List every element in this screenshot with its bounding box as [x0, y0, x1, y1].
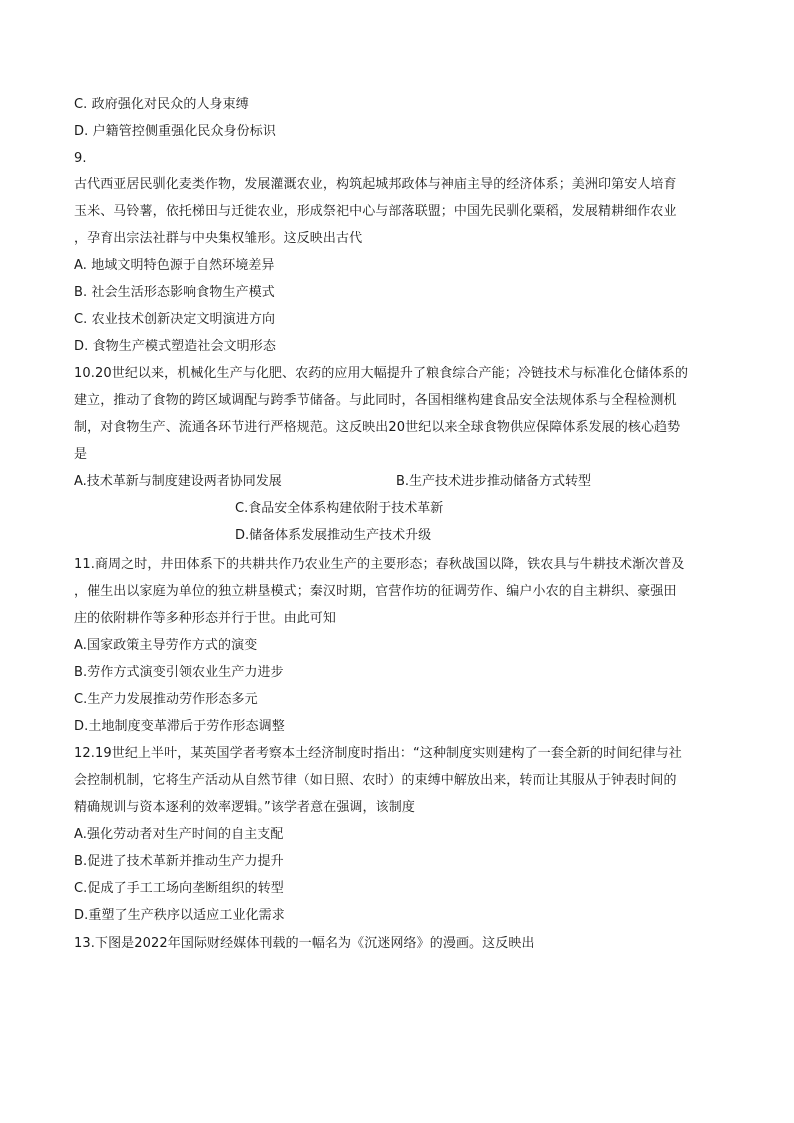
q9-number: 9. [74, 151, 87, 166]
q10-option-a: A.技术革新与制度建设两者协同发展 [74, 474, 282, 489]
q10-stem-line-4: 是 [74, 447, 88, 462]
q10-stem-line-2: 建立，推动了食物的跨区域调配与跨季节储备。与此同时，各国相继构建食品安全法规体系与全程检测机 [74, 393, 677, 408]
q9-option-c: C. 农业技术创新决定文明演进方向 [74, 312, 276, 327]
q11-option-a: A.国家政策主导劳作方式的演变 [74, 638, 258, 653]
q12-stem-line-1: 12.19世纪上半叶，某英国学者考察本土经济制度时指出：“这种制度实则建构了一套全新的时间纪律与社 [74, 746, 682, 761]
q10-option-c: C.食品安全体系构建依附于技术革新 [235, 501, 444, 516]
q9-stem-line-1: 古代西亚居民驯化麦类作物，发展灌溉农业，构筑起城邦政体与神庙主导的经济体系；美洲印第安人培育 [74, 177, 677, 192]
q12-option-c: C.促成了手工工场向垄断组织的转型 [74, 881, 284, 896]
q11-option-b: B.劳作方式演变引领农业生产力进步 [74, 665, 284, 680]
q9-stem-line-2: 玉米、马铃薯，依托梯田与迁徙农业，形成祭祀中心与部落联盟；中国先民驯化粟稻，发展精耕细作农业 [74, 204, 677, 219]
q9-option-a: A. 地域文明特色源于自然环境差异 [74, 258, 275, 273]
q11-option-d: D.土地制度变革滞后于劳作形态调整 [74, 719, 285, 734]
q12-option-d: D.重塑了生产秩序以适应工业化需求 [74, 908, 285, 923]
q10-stem-line-1: 10.20世纪以来，机械化生产与化肥、农药的应用大幅提升了粮食综合产能；冷链技术与标准化仓储体系的 [74, 366, 689, 381]
q10-option-d: D.储备体系发展推动生产技术升级 [235, 528, 432, 543]
q9-option-d: D. 食物生产模式塑造社会文明形态 [74, 339, 276, 354]
q12-option-b: B.促进了技术革新并推动生产力提升 [74, 854, 284, 869]
q10-option-b: B.生产技术进步推动储备方式转型 [396, 474, 592, 489]
q12-option-a: A.强化劳动者对生产时间的自主支配 [74, 827, 284, 842]
q8-option-d: D. 户籍管控侧重强化民众身份标识 [74, 124, 276, 139]
q13-stem: 13.下图是2022年国际财经媒体刊载的一幅名为《沉迷网络》的漫画。这反映出 [74, 936, 535, 951]
q11-stem-line-2: ，催生出以家庭为单位的独立耕垦模式；秦汉时期，官营作坊的征调劳作、编户小农的自主耕织、豪强田 [74, 584, 677, 599]
q11-stem-line-3: 庄的依附耕作等多种形态并行于世。由此可知 [74, 611, 337, 626]
q12-stem-line-3: 精确规训与资本逐利的效率逻辑。”该学者意在强调，该制度 [74, 800, 415, 815]
q8-option-c: C. 政府强化对民众的人身束缚 [74, 97, 249, 112]
q11-option-c: C.生产力发展推动劳作形态多元 [74, 692, 258, 707]
q12-stem-line-2: 会控制机制，它将生产活动从自然节律（如日照、农时）的束缚中解放出来，转而让其服从于钟表时间的 [74, 773, 677, 788]
q10-stem-line-3: 制，对食物生产、流通各环节进行严格规范。这反映出20世纪以来全球食物供应保障体系发展的核心趋势 [74, 420, 681, 435]
q9-option-b: B. 社会生活形态影响食物生产模式 [74, 285, 275, 300]
q11-stem-line-1: 11.商周之时，井田体系下的共耕共作乃农业生产的主要形态；春秋战国以降，铁农具与牛耕技术渐次普及 [74, 557, 685, 572]
q9-stem-line-3: ，孕育出宗法社群与中央集权雏形。这反映出古代 [74, 231, 363, 246]
